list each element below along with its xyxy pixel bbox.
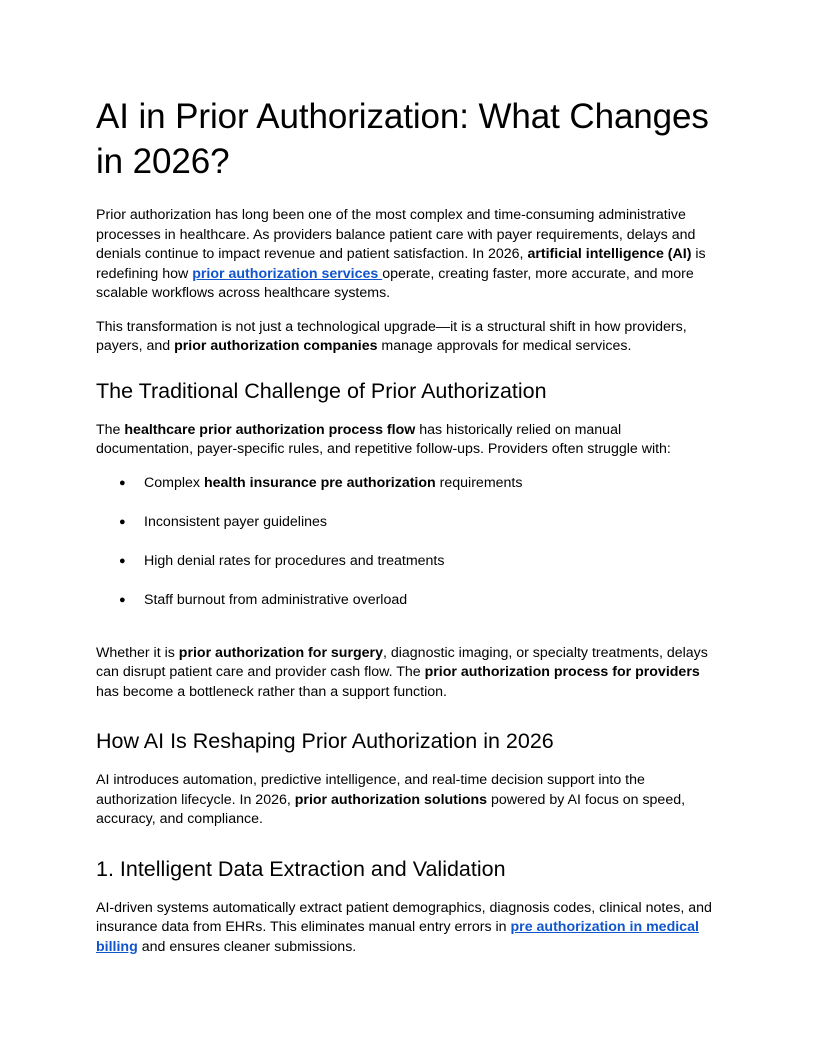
surgery-text-3: has become a bottleneck rather than a support function. [96, 683, 447, 700]
data-extraction-paragraph [96, 899, 720, 958]
intro-paragraph [96, 206, 720, 304]
challenges-list [96, 474, 720, 611]
intro-text-2: is redefining how [96, 246, 706, 282]
list-item [96, 474, 720, 494]
document-title: AI in Prior Authorization: What Changes in 2026? [96, 97, 709, 181]
extraction-text-2: and ensures cleaner submissions. [137, 938, 357, 955]
section-heading-data-extraction: 1. Intelligent Data Extraction and Validation [96, 856, 506, 881]
ai-intro-text-2: powered by AI focus on speed, accuracy, and compliance. [96, 791, 686, 827]
pre-authorization-medical-billing-link[interactable]: pre authorization in medical billing [96, 919, 699, 955]
ai-intro-bold: prior authorization solutions [294, 791, 488, 808]
shift-text-2: manage approvals for medical services. [377, 338, 632, 354]
shift-text-1: This transformation is not just a technological upgrade—it is a structural shift in how providers, payers, and [96, 318, 687, 354]
intro-text-1: Prior authorization has long been one of the most complex and time-consuming administrative processes in healthcare. As providers balance patient care with payer requirements, delays and denials continue to impact revenue and patient satisfaction. In 2026, [96, 207, 696, 262]
shift-bold: prior authorization companies [174, 338, 378, 354]
ai-intro-text-1: AI introduces automation, predictive intelligence, and real-time decision support into the authorization lifecycle. In 2026, [96, 772, 645, 808]
extraction-text-1: AI-driven systems automatically extract patient demographics, diagnosis codes, clinical notes, and insurance data from EHRs. This eliminates manual entry errors in [96, 899, 712, 935]
bullet-icon: ● [119, 593, 126, 606]
spacer [96, 630, 720, 644]
list-item-text: High denial rates for procedures and treatments [144, 552, 445, 569]
document-page [96, 94, 720, 971]
list-item [96, 552, 720, 572]
surgery-bold-1: prior authorization for surgery [178, 644, 383, 661]
ai-intro-paragraph [96, 771, 720, 830]
section-heading-traditional-challenge: The Traditional Challenge of Prior Authorization [96, 378, 547, 403]
process-flow-paragraph [96, 421, 720, 460]
list-item [96, 591, 720, 611]
shift-paragraph [96, 318, 720, 357]
surgery-text-2: , diagnostic imaging, or specialty treatments, delays can disrupt patient care and provider cash flow. The [96, 644, 708, 680]
bullet-icon: ● [119, 515, 126, 528]
list-item-text-2: requirements [435, 474, 523, 491]
bullet-icon: ● [119, 476, 126, 489]
surgery-bold-2: prior authorization process for providers [424, 664, 700, 680]
list-item-text: Inconsistent payer guidelines [144, 513, 327, 530]
list-item-text-1: Complex [144, 474, 204, 491]
process-bold: healthcare prior authorization process flow [124, 421, 416, 438]
intro-bold-ai: artificial intelligence (AI) [527, 246, 692, 262]
surgery-text-1: Whether it is [96, 644, 179, 661]
list-item [96, 513, 720, 533]
intro-text-3: operate, creating faster, more accurate, and more scalable workflows across healthcare systems. [96, 265, 694, 301]
process-text-2: has historically relied on manual documentation, payer-specific rules, and repetitive follow-ups. Providers often struggle with: [96, 421, 671, 457]
prior-authorization-services-link[interactable]: prior authorization services [192, 265, 383, 282]
surgery-paragraph [96, 644, 720, 703]
bullet-icon: ● [119, 554, 126, 567]
process-text-1: The [96, 421, 125, 438]
list-item-bold: health insurance pre authorization [203, 474, 436, 491]
section-heading-ai-reshaping: How AI Is Reshaping Prior Authorization in 2026 [96, 729, 554, 753]
list-item-text: Staff burnout from administrative overload [144, 591, 408, 608]
